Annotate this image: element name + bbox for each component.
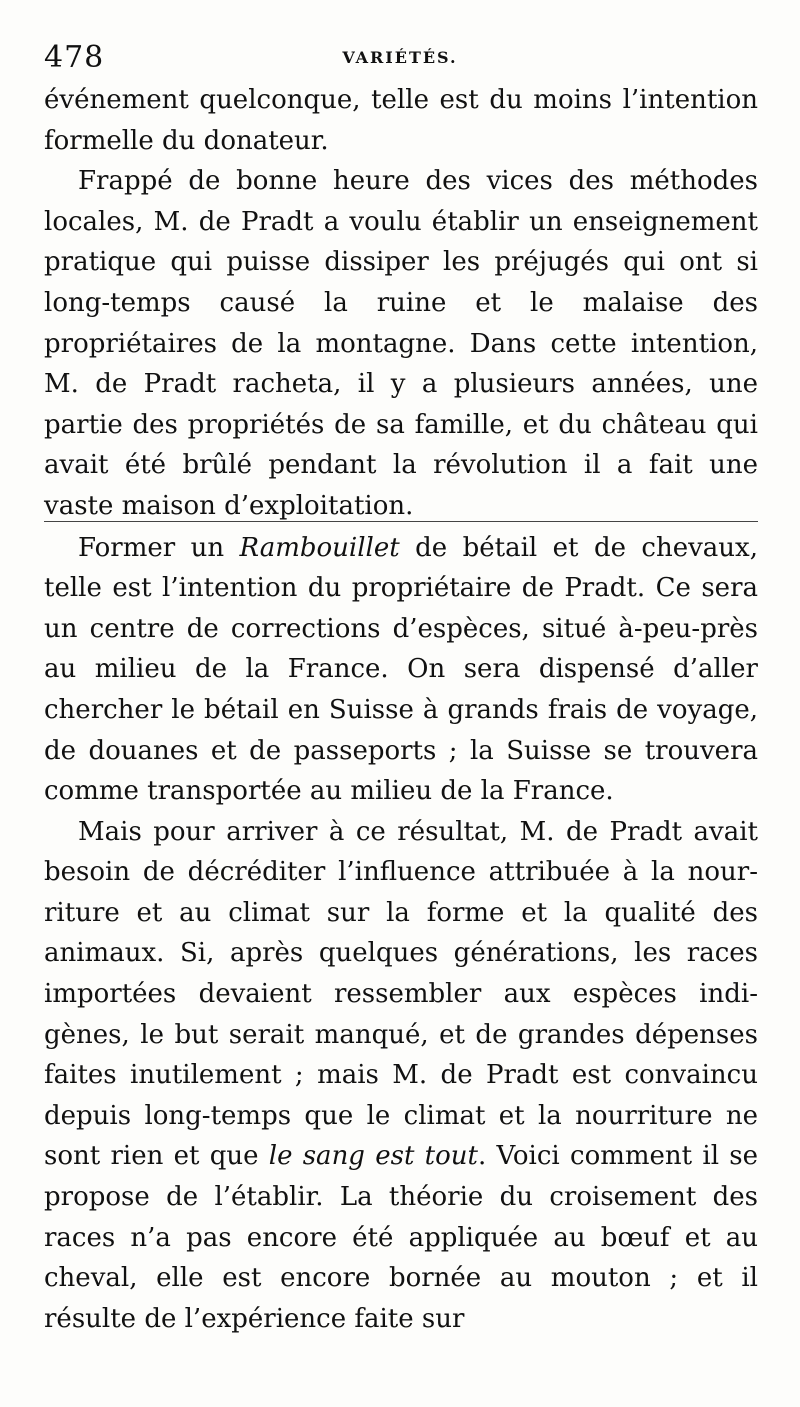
paragraph	[44, 161, 758, 526]
italic-text: le sang est tout	[268, 1141, 478, 1172]
page-number: 478	[44, 40, 105, 75]
text-run: Mais pour arriver à ce résultat, M. de Pradt avait besoin de décréditer l’influence attribuée à la nourriture et au climat sur la forme et la qualité des animaux. Si, après quelques générations, les races importées devaient ressembler aux espèces indigènes, le but serait manqué, et de grandes dépenses faites inutilement ; mais M. de Pradt est convaincu depuis long-temps que le climat et la nourriture ne sont rien et que	[44, 816, 758, 1172]
paragraph	[44, 528, 758, 812]
text-run: Former un	[78, 532, 240, 563]
text-run: événement quelconque, telle est du moins l’intention formelle du donateur.	[44, 85, 758, 156]
page-header	[44, 40, 756, 80]
text-run: de bétail et de chevaux, telle est l’intention du propriétaire de Pradt. Ce sera un centre de corrections d’espèces, situé à-peu-près au milieu de la France. On sera dispensé d’aller chercher le bétail en Suisse à grands frais de voyage, de douanes et de passeports ; la Suisse se trouvera comme transportée au milieu de la France.	[44, 532, 758, 807]
text-run: . Voici comment il se propose de l’établir. La théorie du croisement des races n’a pas encore été appliquée au bœuf et au cheval, elle est encore bornée au mouton ; et il résulte de l’expérience faite sur	[44, 1141, 759, 1334]
text-run: Frappé de bonne heure des vices des méthodes locales, M. de Pradt a voulu établir un enseignement pratique qui puisse dissiper les préjugés qui ont si long-temps causé la ruine et le malaise des propriétaires de la montagne. Dans cette intention, M. de Pradt racheta, il y a plusieurs années, une partie des propriétés de sa famille, et du château qui avait été brûlé pendant la révolution il a fait une vaste maison d’exploitation.	[44, 166, 758, 521]
body-text	[44, 80, 758, 1339]
paragraph	[44, 80, 758, 161]
running-head: VARIÉTÉS.	[342, 48, 458, 67]
paragraph	[44, 812, 758, 1340]
italic-text: Rambouillet	[239, 532, 400, 563]
